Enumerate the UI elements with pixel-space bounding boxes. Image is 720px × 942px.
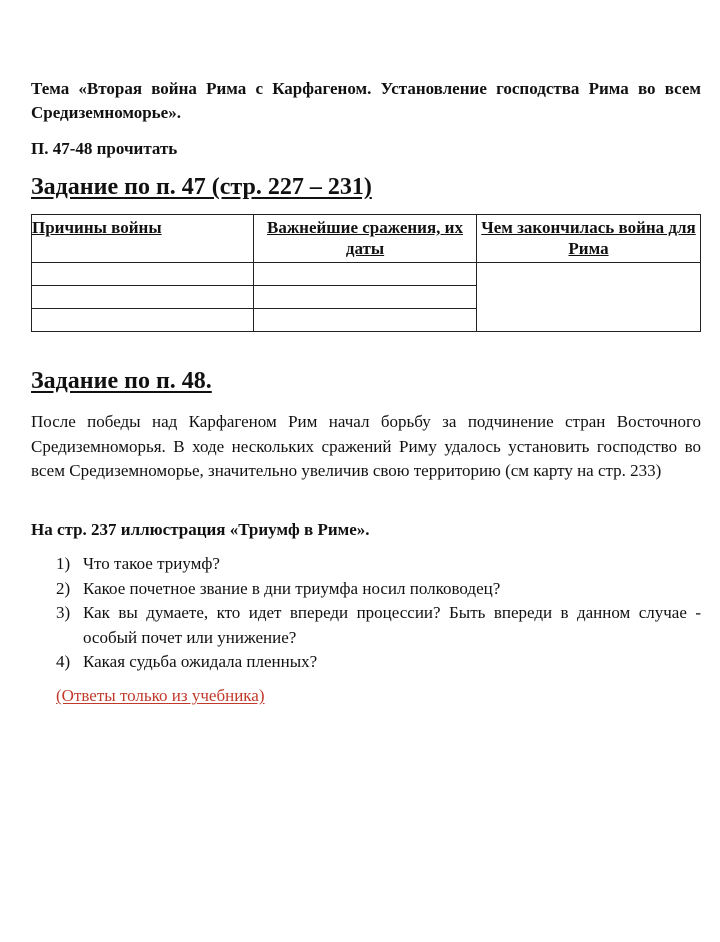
question-text: Что такое триумф? — [83, 554, 220, 573]
question-text: Как вы думаете, кто идет впереди процессии? Быть впереди в данном случае - особый почет или унижение? — [83, 603, 701, 647]
header-outcome: Чем закончилась война для Рима — [477, 215, 701, 263]
question-list — [56, 552, 701, 675]
read-instruction: П. 47-48 прочитать — [31, 139, 178, 158]
list-item — [56, 650, 701, 675]
answers-note: (Ответы только из учебника) — [56, 686, 265, 705]
lesson-theme: Тема «Вторая война Рима с Карфагеном. Установление господства Рима во всем Средиземноморье». — [31, 79, 701, 122]
table-row — [32, 263, 701, 286]
question-number: 4) — [56, 652, 71, 671]
task1-heading: Задание по п. 47 (стр. 227 – 231) — [31, 174, 372, 200]
question-number: 2) — [56, 578, 71, 598]
table-header-row — [32, 215, 701, 263]
list-item — [56, 552, 701, 577]
question-number: 3) — [56, 603, 71, 622]
table-cell[interactable] — [32, 263, 254, 286]
war-table — [31, 214, 701, 332]
task2-paragraph: После победы над Карфагеном Рим начал борьбу за подчинение стран Восточного Средиземноморья. В ходе нескольких сражений Риму удалось установить господство во всем Средиземноморье, значительно увеличив свою территорию (см карту на стр. 233) — [31, 412, 701, 480]
table-cell-outcome[interactable] — [477, 263, 701, 332]
header-battles: Важнейшие сражения, их даты — [254, 215, 477, 263]
question-number: 1) — [56, 554, 71, 573]
question-text: Какая судьба ожидала пленных? — [83, 652, 318, 671]
header-causes: Причины войны — [32, 215, 254, 263]
list-item — [56, 601, 701, 650]
list-item — [56, 577, 701, 602]
table-cell[interactable] — [254, 309, 477, 332]
question-text: Какое почетное звание в дни триумфа носил полководец? — [83, 578, 501, 598]
illustration-caption: На стр. 237 иллюстрация «Триумф в Риме». — [31, 520, 370, 539]
table-cell[interactable] — [32, 309, 254, 332]
table-cell[interactable] — [254, 286, 477, 309]
table-cell[interactable] — [32, 286, 254, 309]
table-cell[interactable] — [254, 263, 477, 286]
task2-heading: Задание по п. 48. — [31, 368, 212, 394]
